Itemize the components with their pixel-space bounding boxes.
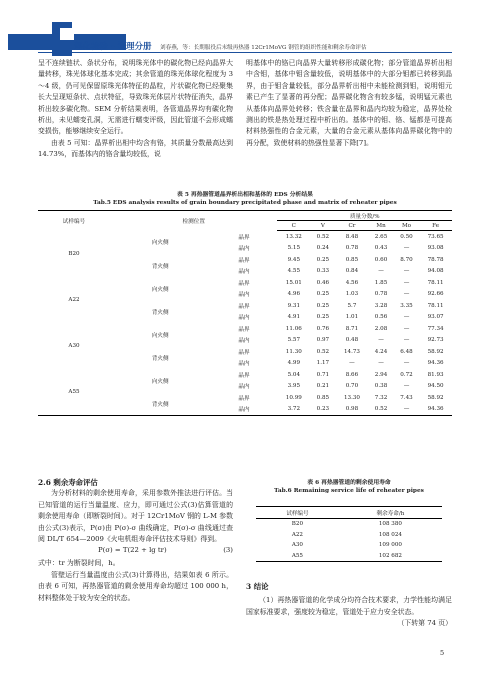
value-cell: 15.01 xyxy=(285,279,302,286)
value-cell: 1.85 xyxy=(374,279,388,286)
value-cell: 2.65 xyxy=(374,233,388,240)
value-cell: 2.08 xyxy=(374,325,388,332)
value-cell: 0.70 xyxy=(345,383,359,390)
value-cell: 3.95 xyxy=(287,383,301,390)
value-cell: 0.76 xyxy=(316,325,330,332)
location-cell: 晶界 xyxy=(238,303,250,310)
value-cell: 5.7 xyxy=(347,302,357,309)
value-cell: 4.24 xyxy=(374,348,388,355)
value-cell: 78.78 xyxy=(427,256,444,263)
value-cell: 0.85 xyxy=(316,394,330,401)
value-cell: 3.35 xyxy=(400,302,413,309)
value-cell: 0.46 xyxy=(316,279,330,286)
table6-header-sample: 试样编号 xyxy=(256,507,339,519)
formula-expression: P(σ) = T(22 + lg tr) xyxy=(98,546,167,555)
table5-header-group: 质量分数/% xyxy=(277,211,452,221)
value-cell: 0.23 xyxy=(316,406,330,413)
value-cell: 0.52 xyxy=(316,348,330,355)
value-cell: — xyxy=(403,337,410,344)
value-cell: 4.99 xyxy=(287,360,301,367)
right-column-bottom xyxy=(246,581,452,630)
value-cell: 93.08 xyxy=(427,245,444,252)
table5-caption-cn: 表 5 再热器管道晶界析出相和基体的 EDS 分析结果 xyxy=(177,192,313,198)
location-cell: 晶内 xyxy=(238,269,250,276)
table-row xyxy=(38,277,452,289)
table-row xyxy=(38,323,452,335)
value-cell: 0.48 xyxy=(345,337,359,344)
journal-name: 理化检验 - 物理分册 xyxy=(74,42,152,52)
table-row: A55 102 682 xyxy=(291,552,402,559)
table5-header-element: Mo xyxy=(394,221,419,231)
value-cell: 2.94 xyxy=(374,371,388,378)
table-row: A30 109 000 xyxy=(291,542,402,549)
value-cell: 0.33 xyxy=(316,268,330,275)
side-cell: 背火侧 xyxy=(151,309,169,316)
value-cell: 0.25 xyxy=(316,314,330,321)
paragraph: 为分析材料的剩余使用寿命，采用参数外推法进行评估。当已知管道的运行当量温度、应力，即可通过公式(3)估算管道的剩余使用寿命（即断裂时间）。对于 12Cr1MoV 钢的 L-M 参数由公式(3)表示，P(σ)由 P(σ)-σ 曲线确定，P(σ)-σ 曲线通过查阅 DL/T 654—2009《火电机组寿命评估技术导则》得到。 xyxy=(38,489,233,544)
side-cell: 向火侧 xyxy=(151,332,169,339)
value-cell: 5.15 xyxy=(287,245,301,252)
location-cell: 晶界 xyxy=(238,395,250,402)
value-cell: — xyxy=(403,291,410,298)
value-cell: 0.25 xyxy=(316,302,330,309)
side-cell: 背火侧 xyxy=(151,401,169,408)
formula xyxy=(38,545,233,558)
value-cell: 6.48 xyxy=(400,348,413,355)
value-cell: 93.07 xyxy=(427,314,444,321)
value-cell: 0.78 xyxy=(374,291,388,298)
table6-caption-en: Tab.6 Remaining service life of reheater pipes xyxy=(274,488,424,494)
value-cell: 94.36 xyxy=(427,360,444,367)
value-cell: 73.65 xyxy=(427,233,444,240)
location-cell: 晶内 xyxy=(238,361,250,368)
side-cell: 向火侧 xyxy=(151,378,169,385)
value-cell: 0.71 xyxy=(316,371,330,378)
table5-header-element: Fe xyxy=(419,221,452,231)
location-cell: 晶界 xyxy=(238,326,250,333)
value-cell: 8.48 xyxy=(345,233,359,240)
value-cell: 81.93 xyxy=(427,371,444,378)
value-cell: 92.66 xyxy=(427,291,444,298)
value-cell: 78.11 xyxy=(427,279,444,286)
value-cell: 7.32 xyxy=(374,394,388,401)
value-cell: 0.78 xyxy=(345,245,359,252)
table5-header-sample: 试样编号 xyxy=(62,218,86,225)
value-cell: 3.72 xyxy=(287,406,301,413)
left-column-bottom xyxy=(38,477,233,604)
value-cell: 58.92 xyxy=(427,348,444,355)
table5-header-position: 检测位置 xyxy=(182,218,205,225)
value-cell: 0.50 xyxy=(400,233,413,240)
side-cell: 向火侧 xyxy=(151,286,169,293)
location-cell: 晶内 xyxy=(238,338,250,345)
paragraph: 明基体中的铬已向晶界大量转移形成碳化物；部分管道晶界析出相中含钼，基体中钼含量较低，说明基体中的大部分钼都已转移到晶界，由于钼含量较低，部分晶界析出相中未能检测到钼，说明钼元素已产生了显著的再分配；晶界碳化物含有较多锰，说明锰元素也从基体向晶界处转移；铁含量在晶界和晶内均较为稳定，晶界处检测出的铁是热处理过程中析出的。基体中的钼、铬、锰都是可提高材料热强性的合金元素，大量的合金元素从基体向晶界碳化物中的再分配，致使材料的热强性显著下降[7]。 xyxy=(246,59,452,147)
sample-id-cell: A22 xyxy=(68,297,80,303)
value-cell: 58.92 xyxy=(427,394,444,401)
table-row xyxy=(38,231,452,243)
value-cell: 5.57 xyxy=(287,337,301,344)
location-cell: 晶界 xyxy=(238,372,250,379)
value-cell: — xyxy=(403,383,410,390)
value-cell: 0.25 xyxy=(316,291,330,298)
header-rule xyxy=(38,52,452,53)
right-column-top xyxy=(246,58,452,149)
value-cell: 0.52 xyxy=(374,406,388,413)
value-cell: 8.66 xyxy=(345,371,359,378)
value-cell: 14.73 xyxy=(343,348,360,355)
location-cell: 晶界 xyxy=(238,280,250,287)
value-cell: 78.11 xyxy=(427,302,444,309)
location-cell: 晶界 xyxy=(238,349,250,356)
paragraph: 管壁运行当量温度由公式(3)计算得出，结果如表 6 所示。由表 6 可知，再热器管道的剩余使用寿命均超过 100 000 h，材料整体处于较为安全的状态。 xyxy=(38,570,233,602)
sample-id-cell: A30 xyxy=(68,343,80,349)
table-row: A22 108 024 xyxy=(291,531,402,538)
table6-caption-cn: 表 6 再热器管道的剩余使用寿命 xyxy=(307,480,391,486)
running-title: 刘春燕，等：长期服役后末级再热器 12Cr1MoVG 钢管的组织性能和剩余寿命评估 xyxy=(160,45,367,51)
page-number: 5 xyxy=(440,649,445,657)
sample-id-cell: B20 xyxy=(68,250,80,257)
table5-caption xyxy=(38,191,452,207)
value-cell: 4.91 xyxy=(287,314,301,321)
section-heading: 3 结论 xyxy=(246,582,269,591)
value-cell: 0.84 xyxy=(345,268,359,275)
side-cell: 背火侧 xyxy=(151,263,169,270)
value-cell: 0.21 xyxy=(316,383,330,390)
value-cell: 3.28 xyxy=(374,302,388,309)
value-cell: 13.32 xyxy=(285,233,302,240)
location-cell: 晶内 xyxy=(238,292,250,299)
table5-body xyxy=(38,231,452,416)
location-cell: 晶界 xyxy=(238,234,250,241)
value-cell: 1.01 xyxy=(345,314,359,321)
value-cell: 0.24 xyxy=(316,245,330,252)
table5 xyxy=(38,210,452,416)
table-row xyxy=(38,369,452,381)
value-cell: 92.73 xyxy=(427,337,444,344)
value-cell: 11.30 xyxy=(285,348,302,355)
left-column-top xyxy=(38,58,233,161)
paragraph: 呈不连续链状、条状分布，说明珠光体中的碳化物已经向晶界大量转移，珠光体球化基本完成；其余管道的珠光体球化程度为 3～4 级，仍可见保留原珠光体特征的晶粒，片状碳化物已经聚集长大呈现短条状、点状特征，导致珠光体层片状特征消失，晶界析出较多碳化物。SEM 分析结果表明，各管道晶界均有碳化物析出，未见蠕变孔洞，无需进行蠕变评级，因此管道不会形成蠕变损伤，能够继续安全运行。 xyxy=(38,59,233,136)
value-cell: — xyxy=(403,314,410,321)
location-cell: 晶内 xyxy=(238,246,250,253)
value-cell: 94.08 xyxy=(427,268,444,275)
paragraph: 由表 5 可知：晶界析出相中均含有铬，其质量分数最高达到 14.73%，而基体内的铬含量均较低，说 xyxy=(38,138,233,159)
value-cell: 11.06 xyxy=(285,325,302,332)
sample-id-cell: A55 xyxy=(68,389,80,395)
paragraph: 式中：tr 为断裂时间，h。 xyxy=(38,559,120,568)
continued-note: （下转第 74 页） xyxy=(397,619,452,628)
value-cell: 8.71 xyxy=(345,325,359,332)
value-cell: 1.03 xyxy=(345,291,359,298)
value-cell: 10.99 xyxy=(285,394,302,401)
value-cell: 7.43 xyxy=(400,394,413,401)
value-cell: 0.43 xyxy=(374,245,388,252)
value-cell: 4.96 xyxy=(287,291,301,298)
value-cell: — xyxy=(403,279,410,286)
value-cell: — xyxy=(378,337,384,344)
value-cell: 0.85 xyxy=(345,256,359,263)
table5-header-element: Mn xyxy=(368,221,393,231)
value-cell: 0.60 xyxy=(374,256,388,263)
value-cell: 0.38 xyxy=(374,383,388,390)
value-cell: — xyxy=(403,406,410,413)
side-cell: 向火侧 xyxy=(151,240,169,247)
value-cell: — xyxy=(403,325,410,332)
location-cell: 晶内 xyxy=(238,384,250,391)
value-cell: 0.56 xyxy=(374,314,388,321)
table5-header-element: C xyxy=(277,221,310,231)
value-cell: — xyxy=(403,245,410,252)
location-cell: 晶界 xyxy=(238,257,250,264)
table5-header-element: Cr xyxy=(336,221,369,231)
value-cell: 94.50 xyxy=(427,383,444,390)
table6-caption xyxy=(246,479,452,495)
value-cell: — xyxy=(403,360,410,367)
value-cell: — xyxy=(403,268,410,275)
value-cell: — xyxy=(349,360,355,367)
value-cell: 5.04 xyxy=(287,371,301,378)
value-cell: — xyxy=(378,268,384,275)
table6 xyxy=(256,506,442,562)
value-cell: — xyxy=(378,360,384,367)
location-cell: 晶内 xyxy=(238,407,250,414)
formula-number: (3) xyxy=(223,546,233,555)
paragraph: （1）再热器管道的化学成分均符合技术要求，力学性能均满足国家标准要求，强度较为稳定，管道处于应力安全状态。 xyxy=(246,596,452,616)
value-cell: 77.34 xyxy=(427,325,444,332)
value-cell: 8.70 xyxy=(400,256,413,263)
value-cell: 0.72 xyxy=(400,371,413,378)
value-cell: 4.55 xyxy=(287,268,301,275)
value-cell: 94.36 xyxy=(427,406,444,413)
value-cell: 1.17 xyxy=(316,360,330,367)
section-heading: 2.6 剩余寿命评估 xyxy=(38,478,98,487)
value-cell: 4.56 xyxy=(345,279,359,286)
value-cell: 13.30 xyxy=(343,394,360,401)
table-row: B20 108 380 xyxy=(291,521,402,528)
table5-caption-en: Tab.5 EDS analysis results of grain boundary precipitated phase and matrix of reheater pipes xyxy=(93,200,397,206)
location-cell: 晶内 xyxy=(238,315,250,322)
side-cell: 背火侧 xyxy=(151,355,169,362)
page-header xyxy=(0,0,480,60)
value-cell: 0.52 xyxy=(316,233,330,240)
value-cell: 9.31 xyxy=(287,302,301,309)
value-cell: 9.45 xyxy=(287,256,301,263)
value-cell: 0.25 xyxy=(316,256,330,263)
value-cell: 0.98 xyxy=(345,406,359,413)
table5-header-element: V xyxy=(310,221,335,231)
table6-header-life: 剩余寿命/h xyxy=(339,507,442,519)
value-cell: 0.97 xyxy=(316,337,330,344)
